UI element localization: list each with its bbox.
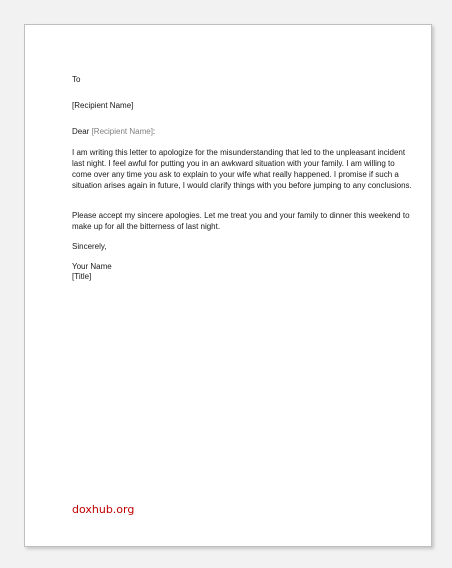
closing: Sincerely, [72,242,107,251]
salutation-recipient-name: [Recipient Name] [91,127,153,136]
salutation-prefix: Dear [72,127,92,136]
signature-title: [Title] [72,272,92,281]
recipient-line: [Recipient Name] [72,101,134,110]
watermark-logo: doxhub.org [72,503,135,516]
salutation-suffix: : [152,127,156,136]
to-label: To [72,75,81,84]
letter-page [24,24,432,547]
body-paragraph-2: Please accept my sincere apologies. Let me treat you and your family to dinner this weekend to make up for all the bitterness of last night. [72,211,410,231]
body-paragraph-1: I am writing this letter to apologize for the misunderstanding that led to the unpleasant incident last night. I feel awful for putting you in an awkward situation with your family. I am willing to come over any time you ask to explain to your wife what really happened. I promise if such a situation arises again in future, I would clarify things with you before jumping to any conclusions. [72,148,412,190]
signature-name: Your Name [72,262,112,271]
salutation [72,126,412,137]
